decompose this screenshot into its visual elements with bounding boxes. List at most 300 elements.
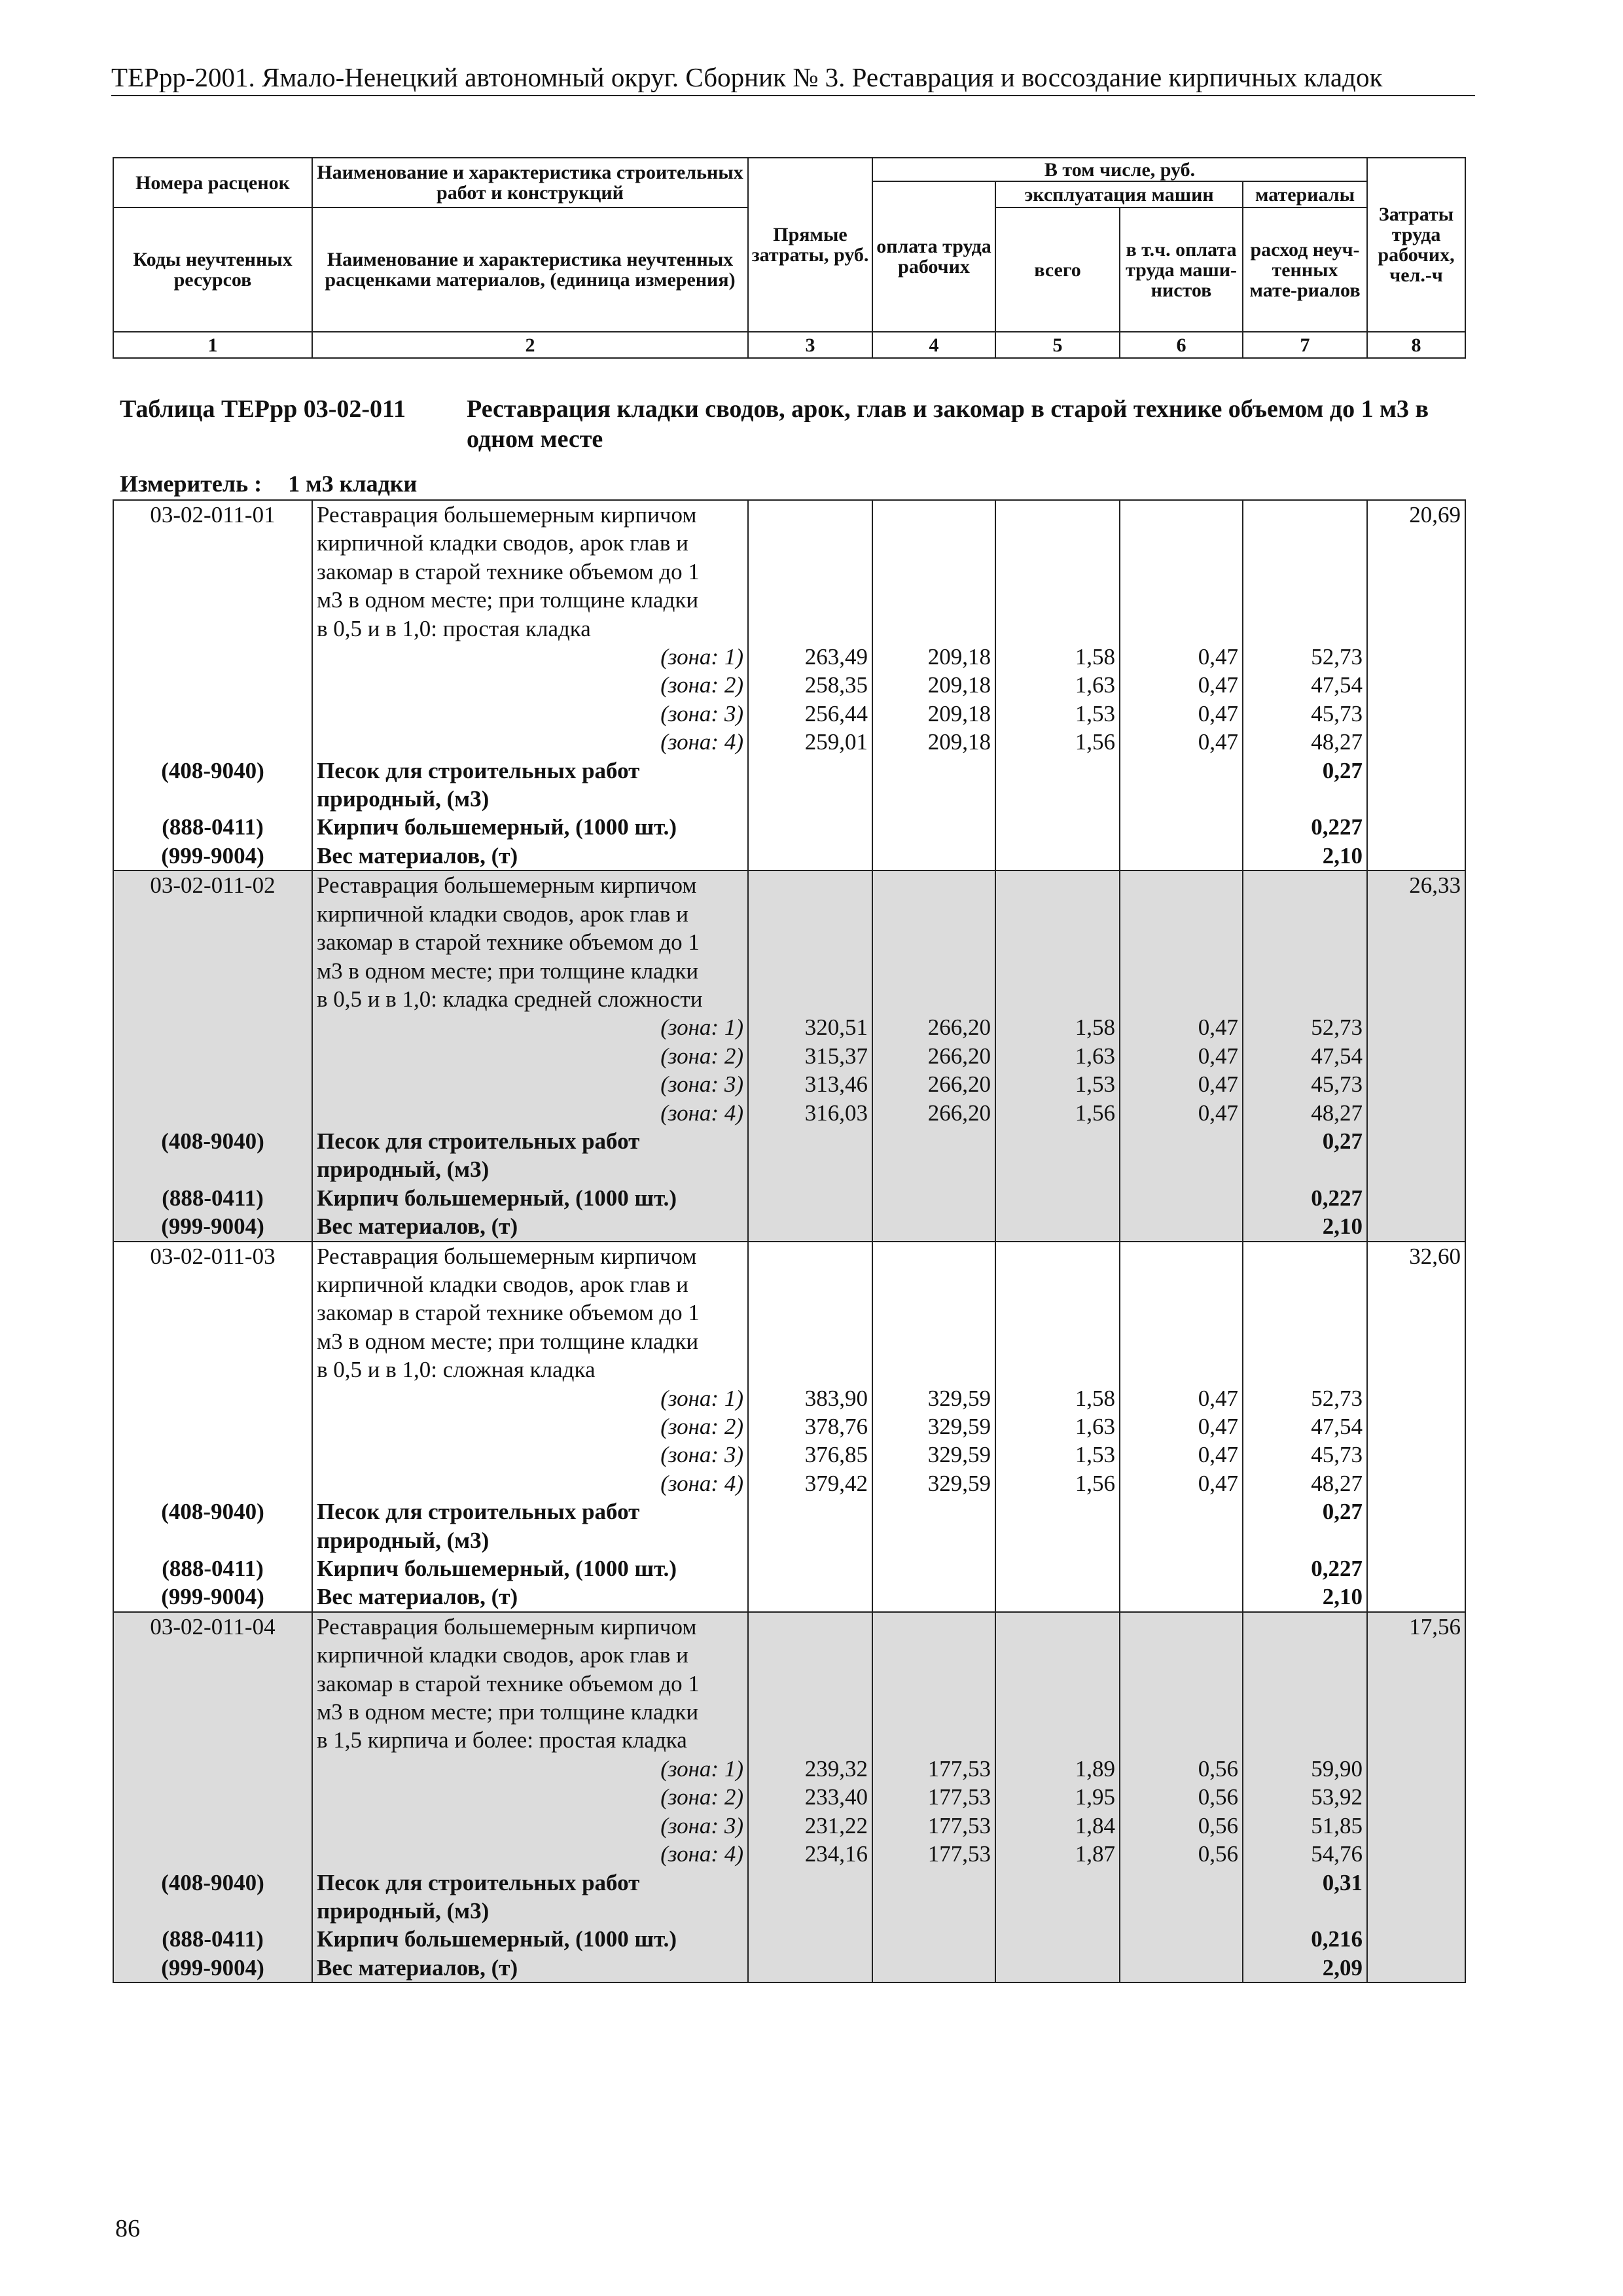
empty-cell [113,529,312,557]
empty-cell [1120,558,1243,586]
materials-cost: 47,54 [1243,1042,1367,1070]
materials-cost: 48,27 [1243,728,1367,756]
rate-block [113,870,1465,1241]
zone-label: (зона: 1) [312,1755,748,1783]
machines-total: 1,58 [995,643,1120,671]
empty-cell [1367,1954,1465,1982]
empty-cell [995,1925,1120,1953]
empty-cell [1367,1925,1465,1953]
machines-total: 1,56 [995,1099,1120,1127]
empty-cell [872,1526,995,1554]
empty-cell [748,1925,872,1953]
empty-cell [748,957,872,985]
rate-description-row [113,1726,1465,1754]
resource-code: (999-9004) [113,1583,312,1611]
resource-name: природный, (м3) [312,1897,748,1925]
worker-wages: 266,20 [872,1099,995,1127]
empty-cell [872,1897,995,1925]
empty-cell [872,985,995,1013]
empty-cell [995,1299,1120,1327]
empty-cell [1367,1127,1465,1155]
empty-cell [1367,1441,1465,1469]
empty-cell [748,1498,872,1526]
empty-cell [1243,1242,1367,1270]
resource-code: (408-9040) [113,1869,312,1897]
empty-cell [113,1013,312,1041]
rate-block [113,1612,1465,1982]
empty-cell [748,500,872,529]
empty-cell [995,1612,1120,1641]
empty-cell [113,1897,312,1925]
resource-name: Кирпич большемерный, (1000 шт.) [312,1925,748,1953]
empty-cell [872,529,995,557]
empty-cell [872,1155,995,1183]
resource-code: (888-0411) [113,1184,312,1212]
resource-amount: 0,27 [1243,1127,1367,1155]
empty-cell [872,757,995,785]
resource-row [113,1925,1465,1953]
empty-cell [1367,1412,1465,1441]
col-number: 6 [1120,332,1243,358]
empty-cell [1120,1698,1243,1726]
empty-cell [1243,529,1367,557]
empty-cell [748,1155,872,1183]
empty-cell [1120,928,1243,956]
zone-row [113,671,1465,699]
empty-cell [1243,1698,1367,1726]
resource-amount: 2,10 [1243,842,1367,870]
zone-row [113,1840,1465,1868]
empty-cell [113,1812,312,1840]
resource-code: (999-9004) [113,1954,312,1982]
empty-cell [872,1869,995,1897]
materials-cost: 45,73 [1243,1070,1367,1098]
empty-cell [1243,985,1367,1013]
empty-cell [995,957,1120,985]
direct-costs: 379,42 [748,1469,872,1498]
empty-cell [1120,1897,1243,1925]
empty-cell [1120,842,1243,870]
rate-description-row [113,870,1465,899]
empty-cell [995,813,1120,841]
empty-cell [748,1299,872,1327]
rate-description-row [113,900,1465,928]
rate-description-line: закомар в старой технике объемом до 1 [312,558,748,586]
machines-total: 1,58 [995,1013,1120,1041]
empty-cell [1243,1327,1367,1355]
rate-description-line: в 0,5 и в 1,0: кладка средней сложности [312,985,748,1013]
empty-cell [1120,1242,1243,1270]
machinist-wages: 0,47 [1120,1469,1243,1498]
zone-label: (зона: 3) [312,1441,748,1469]
machinist-wages: 0,56 [1120,1783,1243,1811]
empty-cell [1367,1783,1465,1811]
rate-description-line: в 0,5 и в 1,0: простая кладка [312,615,748,643]
empty-cell [748,1897,872,1925]
empty-cell [995,757,1120,785]
rate-description-line: закомар в старой технике объемом до 1 [312,1299,748,1327]
empty-cell [748,615,872,643]
resource-code: (408-9040) [113,757,312,785]
header-machine-operation: эксплуатация машин [995,181,1243,207]
empty-cell [995,985,1120,1013]
machines-total: 1,56 [995,1469,1120,1498]
empty-cell [995,1242,1120,1270]
rate-description-line: м3 в одном месте; при толщине кладки [312,1698,748,1726]
empty-cell [995,1327,1120,1355]
resource-name: Кирпич большемерный, (1000 шт.) [312,1554,748,1583]
empty-cell [995,1355,1120,1384]
empty-cell [872,785,995,813]
empty-cell [1367,785,1465,813]
resource-amount: 2,10 [1243,1212,1367,1241]
empty-cell [995,870,1120,899]
empty-cell [872,1612,995,1641]
empty-cell [995,529,1120,557]
rate-description-line: кирпичной кладки сводов, арок глав и [312,900,748,928]
empty-cell [1120,1270,1243,1299]
labor-cost: 32,60 [1367,1242,1465,1270]
empty-cell [995,1954,1120,1982]
direct-costs: 258,35 [748,671,872,699]
materials-cost: 47,54 [1243,1412,1367,1441]
empty-cell [1367,757,1465,785]
resource-row [113,1897,1465,1925]
empty-cell [1243,1355,1367,1384]
machines-total: 1,95 [995,1783,1120,1811]
resource-row [113,1127,1465,1155]
resource-amount: 0,227 [1243,1554,1367,1583]
empty-cell [1367,1812,1465,1840]
zone-row [113,1755,1465,1783]
empty-cell [1367,1840,1465,1868]
zone-row [113,700,1465,728]
empty-cell [748,1726,872,1754]
header-machinist-pay: в т.ч. оплата труда маши-нистов [1120,207,1243,332]
materials-cost: 54,76 [1243,1840,1367,1868]
machines-total: 1,84 [995,1812,1120,1840]
resource-name: Кирпич большемерный, (1000 шт.) [312,1184,748,1212]
empty-cell [1120,1612,1243,1641]
empty-cell [1367,671,1465,699]
empty-cell [113,1526,312,1554]
resource-code: (888-0411) [113,813,312,841]
empty-cell [1243,785,1367,813]
empty-cell [1243,928,1367,956]
empty-cell [995,1270,1120,1299]
empty-cell [995,1184,1120,1212]
empty-cell [995,615,1120,643]
empty-cell [1243,1526,1367,1554]
empty-cell [1367,1641,1465,1669]
resource-row [113,1155,1465,1183]
direct-costs: 263,49 [748,643,872,671]
worker-wages: 266,20 [872,1013,995,1041]
empty-cell [113,1299,312,1327]
resource-name: Вес материалов, (т) [312,1583,748,1611]
empty-cell [113,957,312,985]
resource-row [113,757,1465,785]
rate-description-line: Реставрация большемерным кирпичом [312,870,748,899]
empty-cell [872,1355,995,1384]
empty-cell [872,1925,995,1953]
empty-cell [113,615,312,643]
empty-cell [995,785,1120,813]
empty-cell [872,1554,995,1583]
empty-cell [748,785,872,813]
empty-cell [1120,615,1243,643]
resource-row [113,1212,1465,1241]
empty-cell [1367,1070,1465,1098]
empty-cell [1243,1641,1367,1669]
empty-cell [995,1726,1120,1754]
header-unaccounted-materials: расход неуч-тенных мате-риалов [1243,207,1367,332]
resource-row [113,1498,1465,1526]
empty-cell [748,813,872,841]
zone-label: (зона: 1) [312,1384,748,1412]
empty-cell [748,1212,872,1241]
machines-total: 1,63 [995,671,1120,699]
empty-cell [748,928,872,956]
empty-cell [1120,957,1243,985]
col-number: 4 [872,332,995,358]
col-number: 8 [1367,332,1465,358]
empty-cell [872,1242,995,1270]
resource-amount: 0,216 [1243,1925,1367,1953]
rate-description-line: в 0,5 и в 1,0: сложная кладка [312,1355,748,1384]
direct-costs: 315,37 [748,1042,872,1070]
empty-cell [1120,813,1243,841]
materials-cost: 47,54 [1243,671,1367,699]
resource-code: (999-9004) [113,1212,312,1241]
empty-cell [113,1670,312,1698]
machinist-wages: 0,47 [1120,1013,1243,1041]
empty-cell [1120,1327,1243,1355]
empty-cell [995,558,1120,586]
rate-description-row [113,1698,1465,1726]
empty-cell [1120,1498,1243,1526]
worker-wages: 329,59 [872,1412,995,1441]
empty-cell [113,928,312,956]
rate-description-row [113,1670,1465,1698]
rate-description-line: кирпичной кладки сводов, арок глав и [312,1641,748,1669]
empty-cell [748,1641,872,1669]
empty-cell [1243,1726,1367,1754]
rate-description-row [113,1327,1465,1355]
resource-amount: 2,10 [1243,1583,1367,1611]
resource-code: (999-9004) [113,842,312,870]
zone-row [113,1013,1465,1041]
direct-costs: 383,90 [748,1384,872,1412]
measurer-value: 1 м3 кладки [288,471,418,497]
empty-cell [113,728,312,756]
direct-costs: 320,51 [748,1013,872,1041]
rate-description-row [113,529,1465,557]
empty-cell [1243,870,1367,899]
running-header: ТЕРрр-2001. Ямало-Ненецкий автономный округ. Сборник № 3. Реставрация и воссоздание кирпичных кладок [111,62,1475,96]
empty-cell [1367,1327,1465,1355]
col-number: 5 [995,332,1120,358]
rate-description-line: кирпичной кладки сводов, арок глав и [312,529,748,557]
header-machines-total: всего [995,207,1120,332]
empty-cell [1243,900,1367,928]
rate-description-row [113,1270,1465,1299]
resource-name: Кирпич большемерный, (1000 шт.) [312,813,748,841]
empty-cell [1367,813,1465,841]
empty-cell [995,1670,1120,1698]
rate-description-row [113,586,1465,614]
machinist-wages: 0,47 [1120,643,1243,671]
rate-description-line: Реставрация большемерным кирпичом [312,500,748,529]
empty-cell [872,1327,995,1355]
resource-row [113,1954,1465,1982]
zone-label: (зона: 2) [312,1783,748,1811]
empty-cell [1367,900,1465,928]
empty-cell [1120,870,1243,899]
direct-costs: 234,16 [748,1840,872,1868]
worker-wages: 266,20 [872,1070,995,1098]
empty-cell [748,1670,872,1698]
empty-cell [1120,1127,1243,1155]
empty-cell [995,842,1120,870]
empty-cell [1120,1726,1243,1754]
resource-row [113,1554,1465,1583]
direct-costs: 259,01 [748,728,872,756]
materials-cost: 48,27 [1243,1099,1367,1127]
empty-cell [1367,700,1465,728]
empty-cell [748,558,872,586]
resource-amount: 0,27 [1243,1498,1367,1526]
worker-wages: 209,18 [872,643,995,671]
measurer [120,470,417,497]
rate-description-row [113,1641,1465,1669]
zone-label: (зона: 4) [312,1840,748,1868]
empty-cell [872,1641,995,1669]
empty-cell [872,1498,995,1526]
empty-cell [1120,1299,1243,1327]
empty-cell [113,1355,312,1384]
empty-cell [872,1212,995,1241]
empty-cell [748,1612,872,1641]
worker-wages: 329,59 [872,1441,995,1469]
resource-name: природный, (м3) [312,1155,748,1183]
empty-cell [748,1242,872,1270]
rate-code: 03-02-011-03 [113,1242,312,1270]
empty-cell [995,900,1120,928]
machinist-wages: 0,56 [1120,1755,1243,1783]
direct-costs: 313,46 [748,1070,872,1098]
empty-cell [113,643,312,671]
resource-row [113,1869,1465,1897]
rate-description-row [113,928,1465,956]
machines-total: 1,53 [995,1070,1120,1098]
direct-costs: 256,44 [748,700,872,728]
empty-cell [1367,1755,1465,1783]
machines-total: 1,53 [995,700,1120,728]
empty-cell [872,928,995,956]
rate-description-line: м3 в одном месте; при толщине кладки [312,957,748,985]
machinist-wages: 0,47 [1120,1412,1243,1441]
empty-cell [872,1299,995,1327]
empty-cell [872,1127,995,1155]
empty-cell [1243,586,1367,614]
empty-cell [1120,1641,1243,1669]
rate-description-row [113,500,1465,529]
empty-cell [113,586,312,614]
empty-cell [1367,1212,1465,1241]
rate-description-row [113,615,1465,643]
zone-label: (зона: 4) [312,1099,748,1127]
empty-cell [113,558,312,586]
worker-wages: 177,53 [872,1840,995,1868]
header-resource-codes: Коды неучтенных ресурсов [113,207,312,332]
resource-row [113,785,1465,813]
materials-cost: 45,73 [1243,700,1367,728]
materials-cost: 52,73 [1243,1013,1367,1041]
zone-label: (зона: 1) [312,643,748,671]
machinist-wages: 0,47 [1120,1070,1243,1098]
worker-wages: 177,53 [872,1812,995,1840]
worker-wages: 329,59 [872,1384,995,1412]
direct-costs: 378,76 [748,1412,872,1441]
empty-cell [872,500,995,529]
rate-description-line: закомар в старой технике объемом до 1 [312,1670,748,1698]
machinist-wages: 0,47 [1120,728,1243,756]
resource-name: Песок для строительных работ [312,1127,748,1155]
resource-name: природный, (м3) [312,1526,748,1554]
empty-cell [1367,1184,1465,1212]
zone-label: (зона: 3) [312,700,748,728]
empty-cell [1243,1270,1367,1299]
empty-cell [995,1554,1120,1583]
direct-costs: 376,85 [748,1441,872,1469]
empty-cell [995,1127,1120,1155]
empty-cell [748,870,872,899]
zone-row [113,1812,1465,1840]
empty-cell [1367,985,1465,1013]
empty-cell [995,1897,1120,1925]
rate-description-line: м3 в одном месте; при толщине кладки [312,586,748,614]
empty-cell [1120,1184,1243,1212]
rate-code: 03-02-011-02 [113,870,312,899]
worker-wages: 209,18 [872,700,995,728]
empty-cell [1367,529,1465,557]
rate-description-line: в 1,5 кирпича и более: простая кладка [312,1726,748,1754]
direct-costs: 233,40 [748,1783,872,1811]
worker-wages: 329,59 [872,1469,995,1498]
zone-row [113,1070,1465,1098]
resource-amount: 2,09 [1243,1954,1367,1982]
empty-cell [1367,1869,1465,1897]
empty-cell [872,842,995,870]
materials-cost: 53,92 [1243,1783,1367,1811]
empty-cell [1367,1299,1465,1327]
empty-cell [113,1070,312,1098]
direct-costs: 239,32 [748,1755,872,1783]
resource-row [113,1583,1465,1611]
resource-row [113,1526,1465,1554]
empty-cell [113,700,312,728]
empty-cell [1367,1698,1465,1726]
zone-label: (зона: 2) [312,1412,748,1441]
empty-cell [1120,1212,1243,1241]
materials-cost: 59,90 [1243,1755,1367,1783]
rate-description-row [113,985,1465,1013]
header-material-names: Наименование и характеристика неучтенных расценками материалов, (единица измерения) [312,207,748,332]
machines-total: 1,53 [995,1441,1120,1469]
empty-cell [1367,1897,1465,1925]
zone-label: (зона: 1) [312,1013,748,1041]
